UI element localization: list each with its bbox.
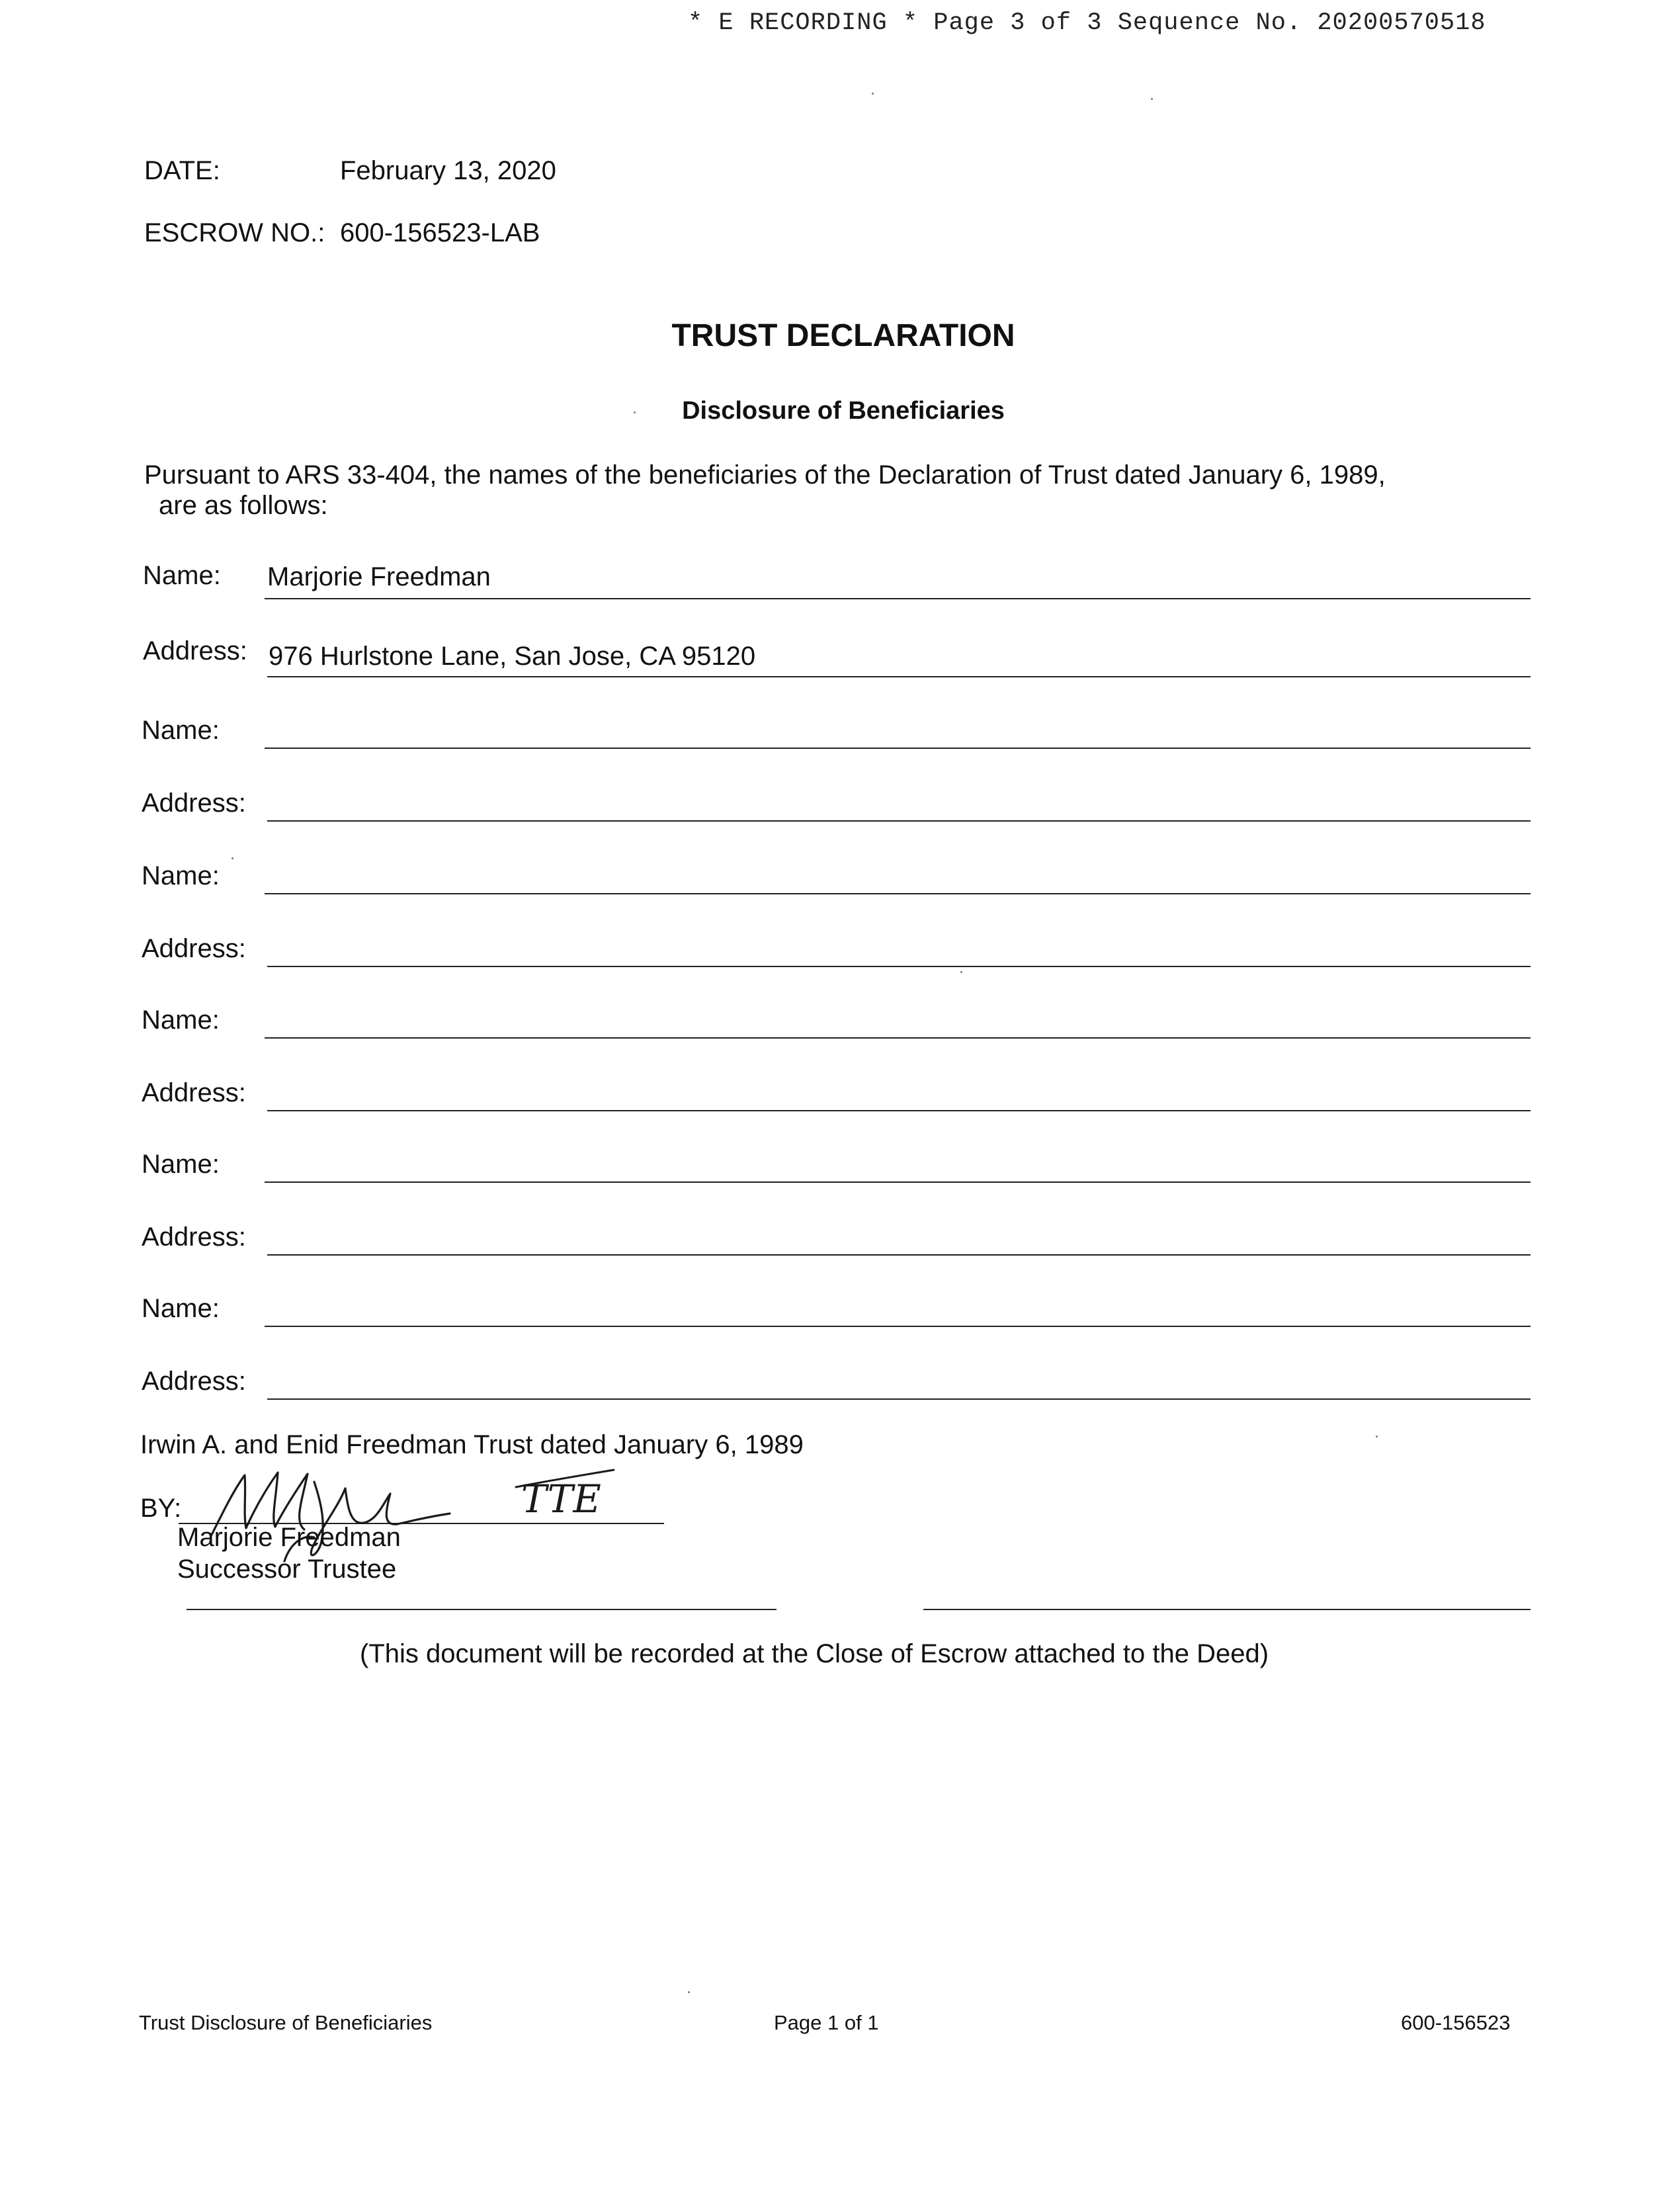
scan-speck <box>688 1991 690 1993</box>
footer-left: Trust Disclosure of Beneficiaries <box>139 2011 433 2034</box>
address-line <box>267 676 1531 677</box>
scan-speck <box>872 93 874 95</box>
escrow-label: ESCROW NO.: <box>144 218 325 247</box>
name-label: Name: <box>143 561 221 590</box>
name-label: Name: <box>142 716 220 745</box>
address-line <box>267 966 1531 967</box>
blank-line-left <box>187 1609 777 1610</box>
address-line <box>267 1254 1531 1256</box>
document-title: TRUST DECLARATION <box>671 318 1015 353</box>
footer-page: Page 1 of 1 <box>774 2011 879 2034</box>
date-label: DATE: <box>144 156 220 185</box>
footer-right: 600-156523 <box>1401 2011 1511 2034</box>
intro-line-2: are as follows: <box>159 491 328 520</box>
trust-name: Irwin A. and Enid Freedman Trust dated January 6, 1989 <box>140 1430 804 1459</box>
recording-header: * E RECORDING * Page 3 of 3 Sequence No. 20200570518 <box>688 9 1486 37</box>
name-line <box>265 1326 1531 1327</box>
name-label: Name: <box>142 1006 220 1035</box>
address-label: Address: <box>142 934 246 963</box>
address-label: Address: <box>142 1078 246 1107</box>
scan-speck <box>231 857 233 859</box>
address-value: 976 Hurlstone Lane, San Jose, CA 95120 <box>269 642 756 671</box>
by-label: BY: <box>140 1494 182 1523</box>
document-subtitle: Disclosure of Beneficiaries <box>682 397 1005 425</box>
name-line <box>265 598 1531 599</box>
name-line <box>265 748 1531 749</box>
signer-name: Marjorie Freedman <box>177 1523 401 1552</box>
name-label: Name: <box>142 1294 220 1323</box>
escrow-value: 600-156523-LAB <box>340 218 540 247</box>
signer-title: Successor Trustee <box>177 1555 397 1584</box>
address-label: Address: <box>142 789 246 818</box>
scan-speck <box>634 411 636 413</box>
address-line <box>267 1398 1531 1400</box>
date-value: February 13, 2020 <box>340 156 556 185</box>
name-line <box>265 1181 1531 1183</box>
address-label: Address: <box>142 1222 246 1252</box>
scan-speck <box>1151 98 1153 100</box>
name-line <box>265 893 1531 894</box>
address-line <box>267 820 1531 822</box>
signature-tte: TTE <box>521 1477 601 1521</box>
name-line <box>265 1037 1531 1039</box>
address-label: Address: <box>143 636 247 665</box>
address-label: Address: <box>142 1367 246 1396</box>
name-label: Name: <box>142 1150 220 1179</box>
scan-speck <box>1376 1435 1378 1437</box>
scan-speck <box>960 971 962 973</box>
name-label: Name: <box>142 861 220 890</box>
name-value: Marjorie Freedman <box>267 562 491 591</box>
recording-note: (This document will be recorded at the Close of Escrow attached to the Deed) <box>360 1639 1269 1668</box>
blank-line-right <box>923 1609 1531 1610</box>
intro-line-1: Pursuant to ARS 33-404, the names of the beneficiaries of the Declaration of Trust dated January 6, 1989, <box>144 460 1386 490</box>
address-line <box>267 1110 1531 1111</box>
